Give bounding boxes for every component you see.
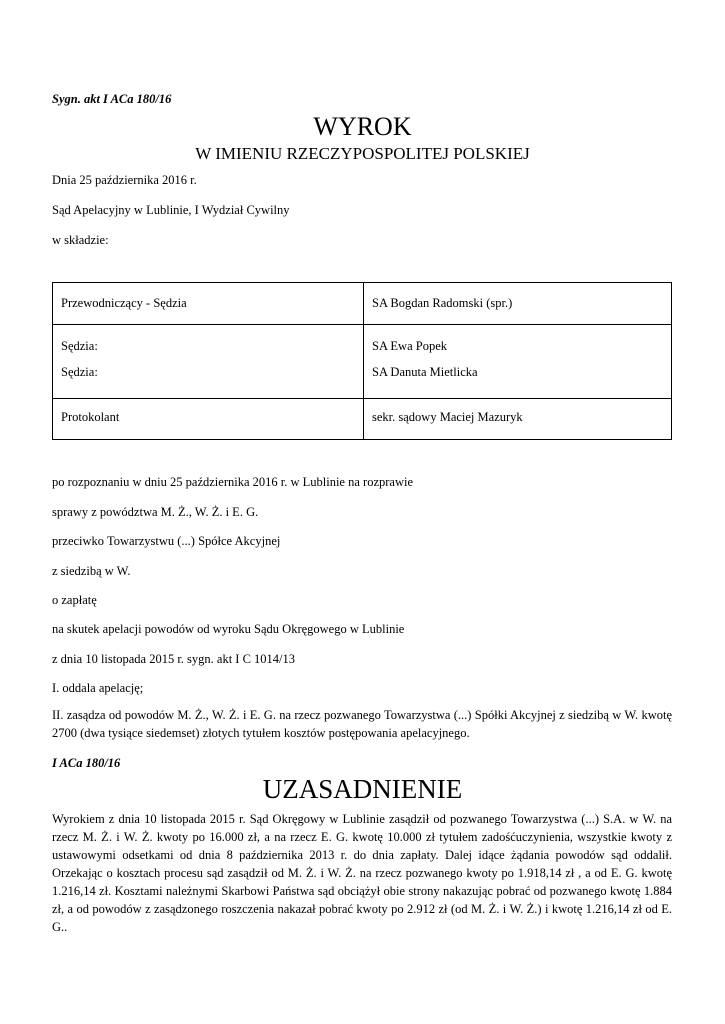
body-line: sprawy z powództwa M. Ż., W. Ż. i E. G. [52, 505, 259, 519]
court-name: Sąd Apelacyjny w Lublinie, I Wydział Cywilny [52, 203, 290, 217]
body-line: po rozpoznaniu w dniu 25 października 2016 r. w Lublinie na rozprawie [52, 475, 413, 489]
body-line: na skutek apelacji powodów od wyroku Sądu Okręgowego w Lublinie [52, 622, 405, 636]
body-line: z dnia 10 listopada 2015 r. sygn. akt I C 1014/13 [52, 652, 296, 666]
table-row [53, 283, 672, 325]
ruling-point-two: II. zasądza od powodów M. Ż., W. Ż. i E. G. na rzecz pozwanego Towarzystwa (...) Spółki Akcyjnej z siedzibą w W. kwotę 2700 (dwa tysiące siedemset) złotych tytułem kosztów postępowania apelacyjnego. [52, 708, 672, 740]
document-subtitle: W IMIENIU RZECZYPOSPOLITEJ POLSKIEJ [195, 144, 530, 163]
name-clerk: sekr. sądowy Maciej Mazuryk [372, 410, 523, 424]
table-row [53, 399, 672, 440]
justification-case-number: I ACa 180/16 [52, 756, 121, 770]
body-line: o zapłatę [52, 593, 97, 607]
name-cell [364, 283, 672, 325]
body-line: z siedzibą w W. [52, 564, 131, 578]
body-line: przeciwko Towarzystwu (...) Spółce Akcyjnej [52, 534, 281, 548]
role-cell [53, 325, 364, 399]
justification-title: UZASADNIENIE [262, 774, 463, 804]
name-presiding: SA Bogdan Radomski (spr.) [372, 296, 513, 310]
table-row [53, 325, 672, 399]
judgment-date: Dnia 25 października 2016 r. [52, 173, 197, 187]
name-cell [364, 325, 672, 399]
role-cell [53, 283, 364, 325]
role-clerk: Protokolant [61, 410, 120, 424]
role-presiding: Przewodniczący - Sędzia [61, 296, 187, 310]
composition-label: w składzie: [52, 233, 109, 247]
case-number: Sygn. akt I ACa 180/16 [52, 92, 172, 106]
name-judge-2: SA Danuta Mietlicka [372, 365, 478, 379]
name-cell [364, 399, 672, 440]
document-title: WYROK [313, 112, 412, 141]
justification-text: Wyrokiem z dnia 10 listopada 2015 r. Sąd Okręgowy w Lublinie zasądził od pozwanego Towarzystwa (...) S.A. w W. na rzecz M. Ż. i W. Ż. kwoty po 16.000 zł, a na rzecz E. G. kwotę 10.000 zł tytułem zadośćuczynienia, wszystkie kwoty z ustawowymi odsetkami od dnia 8 października 2013 r. do dnia zapłaty. Dalej idące żądania powodów sąd oddalił. Orzekając o kosztach procesu sąd zasądził od M. Ż. i W. Ż. na rzecz pozwanego kwoty po 1.918,14 zł , a od E. G. kwotę 1.216,14 zł. Kosztami należnymi Skarbowi Państwa sąd obciążył obie strony nakazując pobrać od pozwanego kwotę 1.884 zł, a od powodów z zasądzonego roszczenia nakazał pobrać kwoty po 2.912 zł (od M. Ż. i W. Ż.) i kwotę 1.216,14 zł od E. G.. [52, 812, 672, 934]
name-judge-1: SA Ewa Popek [372, 339, 447, 353]
role-judge-1: Sędzia: [61, 339, 98, 353]
role-cell [53, 399, 364, 440]
ruling-point-one: I. oddala apelację; [52, 681, 144, 695]
court-composition-table [52, 282, 672, 440]
role-judge-2: Sędzia: [61, 365, 98, 379]
